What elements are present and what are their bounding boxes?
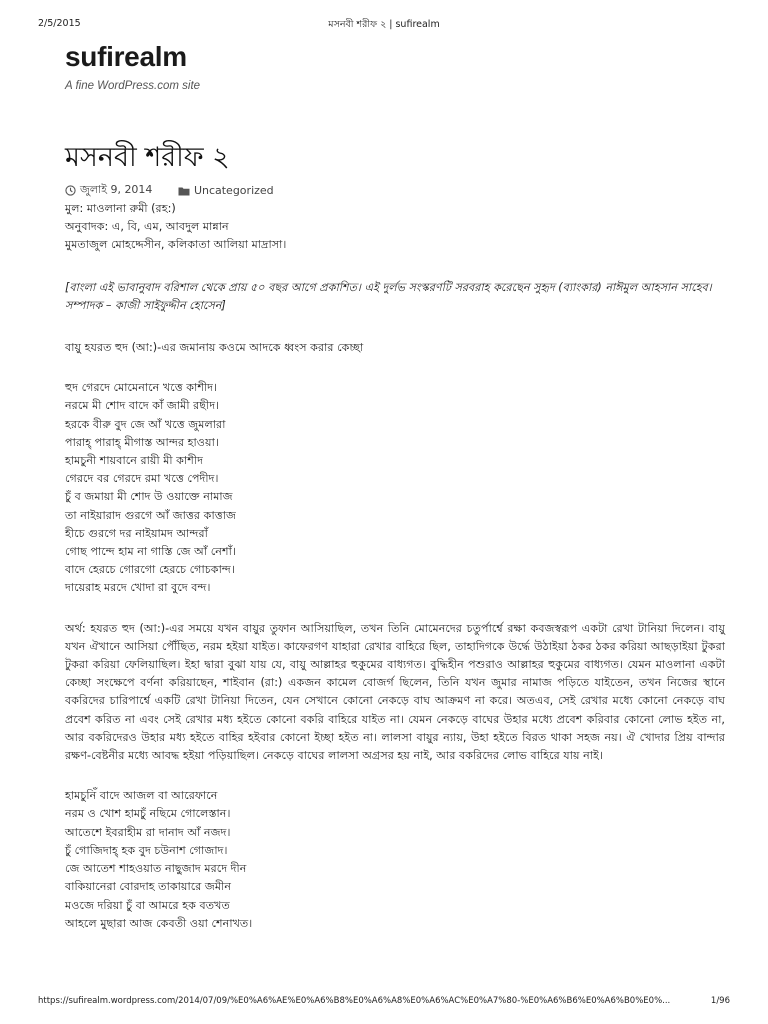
verse-line: বাদে হেরচে গোরগো হেরচে গোচকান্দ।: [65, 563, 235, 577]
post-date: জুলাই 9, 2014: [80, 183, 153, 196]
verse-line: বাকিয়ানেরা বোরদাহ তাকায়ারে জমীন: [65, 880, 232, 894]
verse-line: চুঁ গোজিদাহ্ হক বুদ চউনাশ গোজাদ।: [65, 843, 228, 857]
print-footer: [38, 996, 730, 1010]
verse-line: মওজে দরিয়া চুঁ বা আমরে হক বতখত: [65, 898, 230, 912]
post-category: Uncategorized: [193, 183, 274, 197]
section-heading: বায়ু হযরত হুদ (আ:)-এর জমানায় কওমে আদকে ধ্বংস করার কেচ্ছা: [65, 341, 364, 355]
post-date-link[interactable]: [65, 182, 152, 198]
editor-note: [বাংলা এই ভাবানুবাদ বরিশাল থেকে প্রায় ৫০ বছর আগে প্রকাশিত। এই দুর্লভ সংস্করণটি সরবরাহ করেছেন সুহৃদ (ব্যাংকার) নাঈমুল আহসান সাহেব। সম্পাদক – কাজী সাইফুদ্দীন হোসেন]: [65, 280, 712, 312]
verse-line: পারাহ্ পারাহ্ মীগাস্ত আন্দর হাওয়া।: [65, 435, 219, 449]
print-date: 2/5/2015: [38, 18, 81, 29]
verse-line: হুদ গেরদে মোমেনানে খত্তে কাশীদ।: [65, 381, 218, 395]
verse-line: আতেশে ইবরাহীম রা দানাদ আঁ নজদ।: [65, 825, 231, 839]
verse-block-2: [65, 787, 725, 933]
verse-line: হামচুনিঁ বাদে আজল বা আরেফানে: [65, 789, 218, 803]
site-title[interactable]: sufirealm: [65, 41, 187, 72]
page-number: 1/96: [710, 996, 730, 1006]
verse-line: নরমে মী শোদ বাদে কাঁ জামী রছীদ।: [65, 399, 220, 413]
print-url[interactable]: https://sufirealm.wordpress.com/2014/07/09/%E0%A6%AE%E0%A6%B8%E0%A6%A8%E0%A6%AC%E0%A7%80-%E0%A6%B6%E0%A6%B0%E0%...: [38, 996, 671, 1006]
verse-line: আহলে মুছারা আজ কেবতী ওয়া শেনাখত।: [65, 916, 253, 930]
post-body: [65, 200, 725, 933]
page-content: [65, 40, 725, 933]
post-category-link[interactable]: [178, 183, 274, 199]
verse-line: নরম ও খোশ হামচুঁ নছিমে গোলেস্তান।: [65, 807, 231, 821]
meaning-paragraph: অর্থ: হযরত হুদ (আ:)-এর সময়ে যখন বায়ুর তুফান আসিয়াছিল, তখন তিনি মোমেনদের চতুর্পার্শ্বে রক্ষা কবজস্বরূপ একটা রেখা টানিয়া দিলেন। বায়ু যখন ঐখানে আসিয়া পৌঁছিত, নরম হইয়া যাইত। কাফেরগণ যাহারা রেখার বাহিরে ছিল, তাহাদিগকে উর্দ্ধে উঠাইয়া ঠকর ঠকর করিয়া আছড়াইয়া টুকরা টুকরা করিয়া ফেলিয়াছিল। ইহা দ্বারা বুঝা যায় যে, বায়ু আল্লাহর হুকুমের বাধ্যগত। বুদ্ধিহীন পশুরাও আল্লাহর হুকুমের বাধ্যগত। যেমন মাওলানা একটা কেচ্ছা সংক্ষেপে বর্ণনা করিয়াছেন, শাইবান (রা:) একজন কামেল বোজর্গ ছিলেন, তিনি যখন জুমার নামাজ পড়িতে যাইতেন, তখন নিজের স্থানে বকরিদের চারিপার্শ্বে একটি রেখা টানিয়া দিতেন, যেন সেখানে কোনো নেকড়ে বাঘ আক্রমণ না করে। অতএব, সেই রেখার মধ্যে কোনো নেকড়ে বাঘ প্রবেশ করিত না এবং সেই রেখার মধ্য হইতে কোনো বকরি বাহিরে যাইত না। যেমন নেকড়ে বাঘের উহার মধ্যে প্রবেশ করিবার কোনো লোভ হইত না, আর বকরিদেরও উহার মধ্য হইতে বাহির হইবার কোনো ইচ্ছা হইত না। লালসা বায়ুর ন্যায়, উহা হইতে বিরত থাকা সহজ নয়। ঐ খোদার প্রিয় বান্দার রক্ষণ-বেষ্টনীর মধ্যে আবদ্ধ হইয়া পড়িয়াছিল। নেকড়ে বাঘের লালসা অগ্রসর হয় নাই, আর বকরিদের লোভ বাহিরে যায় নাই।: [65, 621, 725, 763]
verse-line: গেরদে বর গেরদে রমা খত্তে পেদীদ।: [65, 472, 219, 486]
intro-line-affiliation: মুমতাজুল মোহদ্দেসীন, কলিকাতা আলিয়া মাদ্রাসা।: [65, 238, 287, 252]
verse-line: হামচুনী শায়বানে রায়ী মী কাশীদ: [65, 454, 203, 468]
verse-line: তা নাইয়ারাদ গুরগে আঁ জাত্তর কাত্তাজ: [65, 508, 236, 522]
intro-line-translator: অনুবাদক: এ, বি, এম, আবদুল মান্নান: [65, 220, 229, 234]
folder-icon: [178, 186, 190, 196]
verse-line: গোছ পান্দে হাম না গাস্তি জে আঁ নেশাঁ।: [65, 545, 236, 559]
site-tagline: A fine WordPress.com site: [65, 80, 201, 92]
intro-line-original: মুল: মাওলানা রুমী (রহ:): [65, 202, 176, 215]
verse-line: চুঁ ব জমায়া মী শোদ উ ওয়াক্তে নামাজ: [65, 490, 233, 504]
verse-line: হরকে বীরু বুদ জে আঁ খত্তে জুমলারা: [65, 417, 226, 431]
verse-block-1: [65, 379, 725, 597]
print-document-title: মসনবী শরীফ ২ | sufirealm: [328, 19, 440, 30]
verse-line: হীচে গুরগে দর নাইয়ামদ আন্দরাঁ: [65, 526, 208, 540]
print-header: [38, 18, 730, 32]
post-meta: [65, 182, 725, 198]
clock-icon: [65, 185, 76, 196]
post-title: মসনবী শরীফ ২: [65, 142, 230, 173]
verse-line: দায়েরাহ মরদে খোদা রা বুদে বন্দ।: [65, 581, 211, 595]
verse-line: জে আতেশ শাহওয়াত নাছুজাদ মরদে দীন: [65, 862, 247, 876]
